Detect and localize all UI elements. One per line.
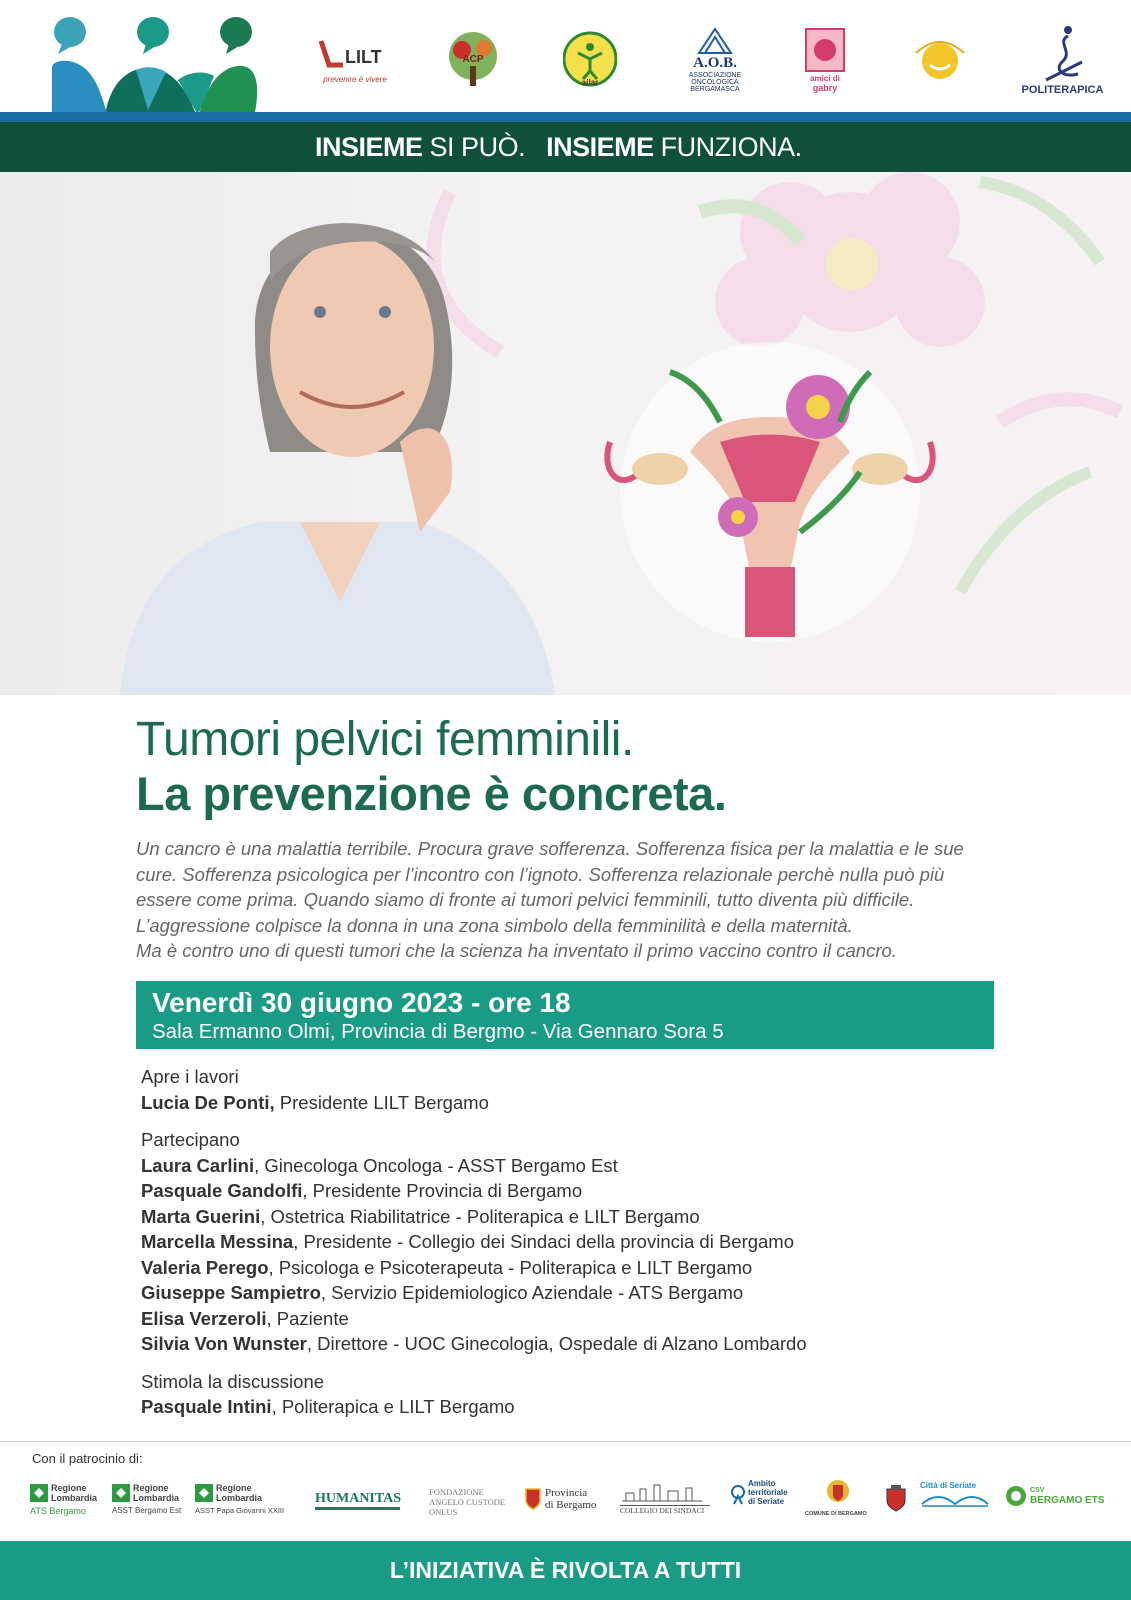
sponsor-citta-di-seriate <box>920 1477 1000 1527</box>
title-line-1: Tumori pelvici femminili. <box>136 713 634 766</box>
opens-label: Apre i lavori <box>141 1066 239 1087</box>
intro-line: essere come prima. Quando siamo di fronte ai tumori pelvici femminili, tutto diventa più difficile. <box>136 889 915 910</box>
sponsor-line: BERGAMO ETS <box>1030 1495 1105 1506</box>
speaker-role: , Ginecologa Oncologa - ASST Bergamo Est <box>254 1154 618 1176</box>
partner-logos <box>310 14 1110 104</box>
event-date: Venerdì 30 giugno 2023 - ore 18 <box>152 987 571 1018</box>
moderator-label: Stimola la discussione <box>141 1370 325 1392</box>
sun-icon <box>910 29 970 89</box>
sponsor-line: di Bergamo <box>545 1499 597 1511</box>
speaker-name: Elisa Verzeroli <box>141 1307 267 1329</box>
lilt-sub: prevenire è vivere <box>323 74 387 84</box>
speaker-role: , Psicologa e Psicoterapeuta - Politerapica e LILT Bergamo <box>268 1256 753 1278</box>
participant-row <box>141 1255 1021 1281</box>
sponsor-line: di Seriate <box>748 1497 785 1506</box>
hero-image <box>0 172 1131 695</box>
aob-name: A.O.B. <box>693 55 737 71</box>
sponsor-csv-bergamo <box>1005 1477 1110 1527</box>
participant-row <box>141 1229 1021 1255</box>
svg-text:gabry: gabry <box>812 83 838 93</box>
participant-row <box>141 1331 1021 1357</box>
politerapica-icon <box>1038 22 1088 84</box>
participant-row <box>141 1280 1021 1306</box>
speaker-name: Laura Carlini <box>141 1154 255 1176</box>
bottom-text: L’INIZIATIVA È RIVOLTA A TUTTI <box>389 1557 742 1583</box>
sponsor-line: Regione <box>216 1483 252 1493</box>
aob-logo <box>675 14 755 104</box>
sponsor-humanitas <box>315 1477 400 1527</box>
comune-crest-icon <box>825 1477 851 1509</box>
sponsor-line: ASST Papa Giovanni XXIII <box>195 1506 285 1515</box>
sponsor-line: Lombardia <box>51 1493 98 1503</box>
speaker-name: Giuseppe Sampietro <box>141 1282 321 1303</box>
speaker-role: Presidente LILT Bergamo <box>274 1091 489 1113</box>
speaker-name: Silvia Von Wunster <box>141 1333 307 1354</box>
slogan-bold-1: INSIEME <box>315 132 423 162</box>
sponsor-line: ATS Bergamo <box>30 1506 86 1516</box>
svg-text:amici di: amici di <box>810 74 840 83</box>
sponsor-ats-bergamo <box>30 1477 108 1527</box>
aob-icon <box>695 25 735 55</box>
sponsor-line: territoriale <box>748 1488 788 1497</box>
sponsor-comune-di-bergamo <box>805 1477 875 1527</box>
sponsor-ambito-seriate <box>730 1477 795 1527</box>
svg-text:ACP: ACP <box>461 54 484 65</box>
csv-icon <box>1005 1485 1027 1507</box>
intro-line: Un cancro è una malattia terribile. Procura grave sofferenza. Sofferenza fisica per la malattia e le sue <box>136 838 964 859</box>
insieme-con-il-sole-logo <box>905 14 975 104</box>
sponsor-line: Ambito <box>748 1479 776 1488</box>
speaker-role: , Paziente <box>266 1307 349 1329</box>
ailar-icon <box>563 29 617 89</box>
speaker-role: , Presidente - Collegio dei Sindaci della provincia di Bergamo <box>293 1231 795 1252</box>
slogan <box>315 132 802 163</box>
sponsor-fondazione-angelo-custode <box>415 1477 510 1527</box>
title-line-2: La prevenzione è concreta. <box>136 767 727 820</box>
speaker-name: Pasquale Intini <box>141 1396 272 1417</box>
program <box>141 1064 1021 1420</box>
municipal-crest-icon <box>885 1485 907 1513</box>
sponsor-line: FONDAZIONE <box>429 1487 484 1497</box>
sponsor-line: Lombardia <box>133 1493 180 1503</box>
intro-line: Ma è contro uno di questi tumori che la scienza ha inventato il primo vaccino contro il cancro. <box>136 940 897 961</box>
header <box>0 0 1131 172</box>
sponsor-collegio-dei-sindaci <box>620 1477 710 1527</box>
uterus-illustration <box>607 342 932 642</box>
participant-row <box>141 1178 1021 1204</box>
participant-row <box>141 1153 1021 1179</box>
speaker-role: , Ostetrica Riabilitatrice - Politerapica e LILT Bergamo <box>260 1205 700 1227</box>
coat-of-arms-icon <box>525 1488 541 1510</box>
intro-line: cure. Sofferenza psicologica per l’incontro con l’ignoto. Sofferenza relazionale perchè nulla può più <box>136 863 945 885</box>
sponsor-line: Regione <box>51 1483 87 1493</box>
svg-text:LILT: LILT <box>345 46 382 67</box>
amici-di-gabry-logo <box>800 14 850 104</box>
slogan-bold-2: INSIEME <box>546 132 654 162</box>
aob-sub: ASSOCIAZIONE ONCOLOGICA BERGAMASCA <box>688 72 742 93</box>
speaker-name: Pasquale Gandolfi <box>141 1180 303 1201</box>
intro-text <box>136 836 1006 964</box>
hero-illustration <box>0 172 1131 695</box>
slogan-light-1: SI PUÒ. <box>429 132 526 162</box>
ailar-logo <box>560 14 620 104</box>
sponsor-logos <box>30 1477 1110 1527</box>
acp-logo <box>435 14 510 104</box>
lilt-logo-icon <box>315 35 395 75</box>
event-box <box>136 981 994 1049</box>
speaker-name: Marcella Messina <box>141 1231 294 1252</box>
speaker-role: , Direttore - UOC Ginecologia, Ospedale di Alzano Lombardo <box>306 1333 807 1354</box>
sponsor-line: Provincia <box>545 1487 588 1499</box>
sponsor-line: ONLUS <box>429 1507 458 1517</box>
gabry-icon <box>802 23 848 95</box>
speaker-role: , Servizio Epidemiologico Aziendale - ATS Bergamo <box>320 1282 744 1303</box>
sponsor-line: HUMANITAS <box>315 1491 400 1510</box>
slogan-light-2: FUNZIONA. <box>660 132 802 162</box>
participant-row <box>141 1306 1021 1332</box>
sponsor-line: COLLEGIO DEI SINDACI <box>620 1505 710 1515</box>
politerapica-name: POLITERAPICA <box>1021 84 1104 96</box>
footer-divider <box>0 1441 1131 1442</box>
sponsor-line: Città di Seriate <box>920 1481 977 1490</box>
intro-line: L’aggressione colpisce la donna in una zona simbolo della femminilità e della maternità. <box>136 914 853 936</box>
sponsor-crest <box>885 1477 915 1527</box>
svg-text:ailar: ailar <box>581 78 599 87</box>
politerapica-logo <box>1020 14 1105 104</box>
ambito-icon <box>730 1484 746 1506</box>
speaker-role: , Presidente Provincia di Bergamo <box>302 1180 583 1201</box>
sponsor-line: Lombardia <box>216 1493 263 1503</box>
tree-icon <box>442 28 504 90</box>
sponsor-asst-bergamo-est <box>112 1477 190 1527</box>
sponsor-line: CSV <box>1030 1487 1045 1494</box>
sponsor-line: COMUNE DI BERGAMO <box>805 1511 867 1517</box>
speaker-name: Valeria Perego <box>141 1256 269 1278</box>
sponsor-asst-papa-giovanni <box>195 1477 300 1527</box>
sponsor-provincia-di-bergamo <box>525 1477 610 1527</box>
woman-photo <box>120 223 555 695</box>
sponsor-line: ASST Bergamo Est <box>112 1506 182 1515</box>
bridge-icon <box>920 1490 990 1508</box>
speaker-name: Lucia De Ponti, <box>141 1091 275 1113</box>
skyline-icon <box>620 1483 704 1503</box>
regione-lombardia-icon <box>112 1484 130 1502</box>
participants-label: Partecipano <box>141 1129 240 1150</box>
sponsor-line: Regione <box>133 1483 169 1493</box>
speaker-role: , Politerapica e LILT Bergamo <box>271 1396 515 1417</box>
participant-row <box>141 1204 1021 1230</box>
sponsor-line: ANGELO CUSTODE <box>429 1497 506 1507</box>
header-blue-line <box>0 112 1131 122</box>
moderator-row <box>141 1394 1021 1420</box>
regione-lombardia-icon <box>195 1484 213 1502</box>
event-place: Sala Ermanno Olmi, Provincia di Bergmo - Via Gennaro Sora 5 <box>152 1020 724 1043</box>
speaker-name: Marta Guerini <box>141 1205 261 1227</box>
lilt-logo <box>310 14 400 104</box>
opens-speaker <box>141 1090 1021 1116</box>
patronage-label: Con il patrocinio di: <box>32 1451 143 1466</box>
regione-lombardia-icon <box>30 1484 48 1502</box>
